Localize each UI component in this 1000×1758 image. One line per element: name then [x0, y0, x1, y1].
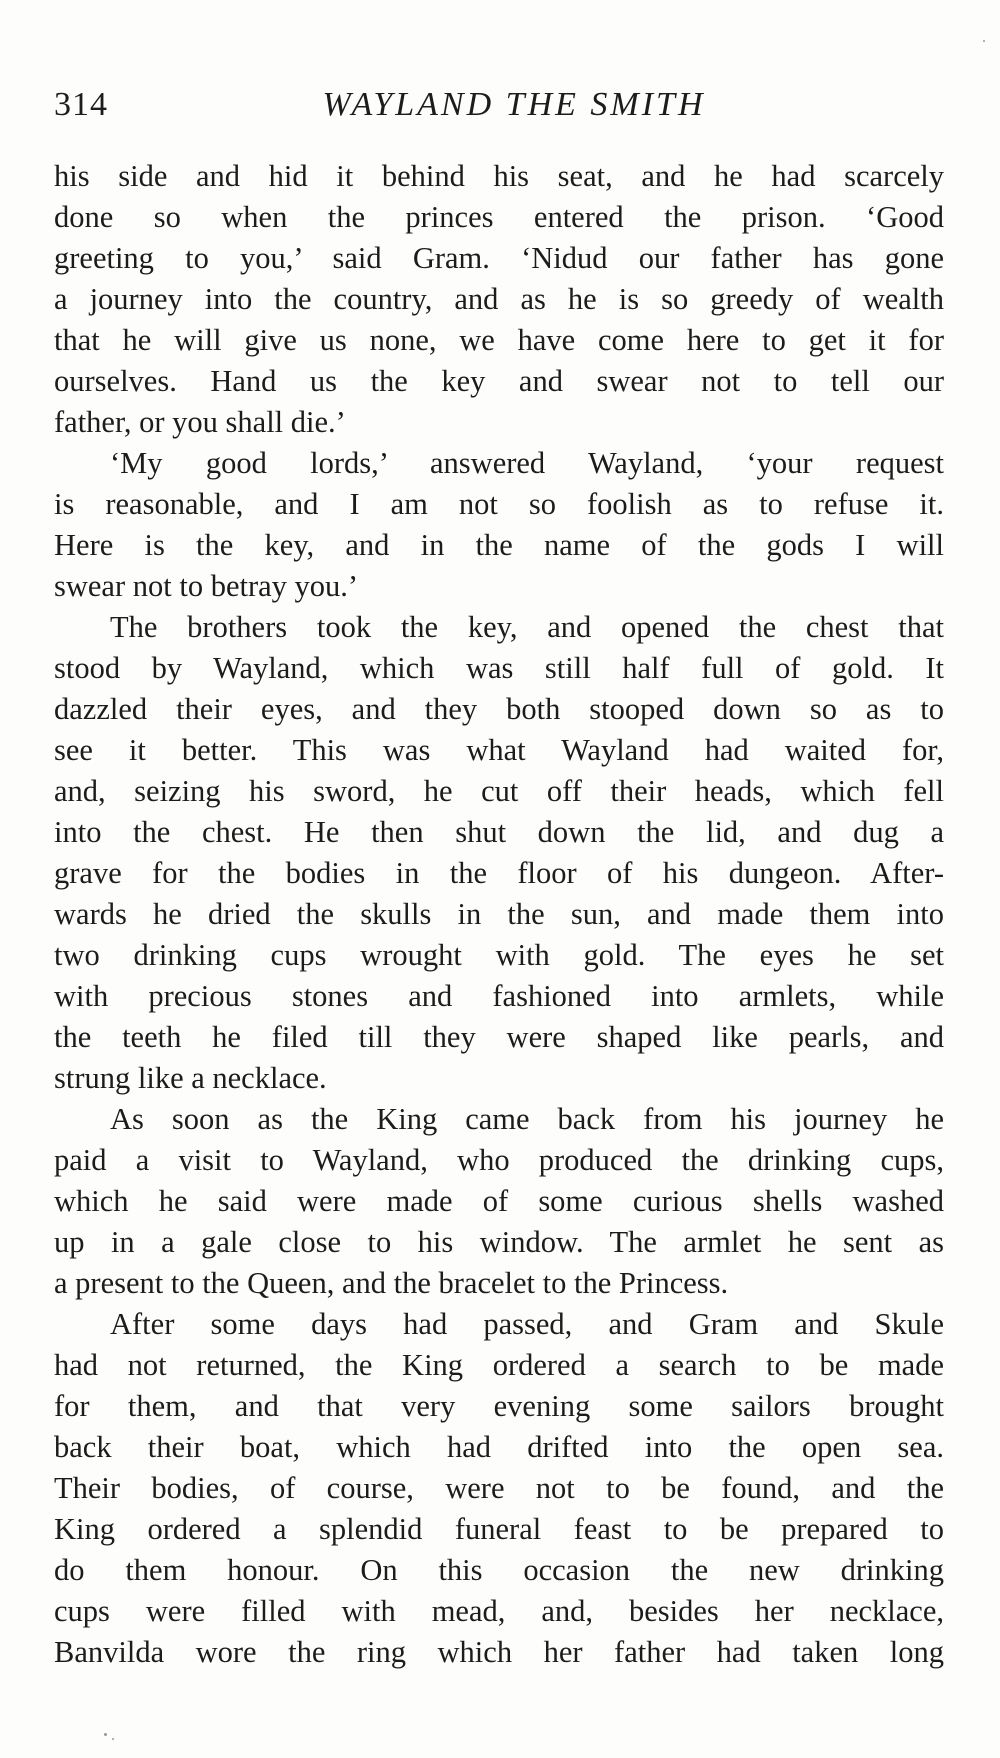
paragraph [54, 443, 944, 607]
body-text [54, 156, 944, 1673]
text-line: his side and hid it behind his seat, and he had scarcely [54, 159, 944, 193]
paper-speck [983, 40, 985, 42]
paragraph [54, 1304, 944, 1673]
text-line: for them, and that very evening some sailors brought [54, 1389, 944, 1423]
text-line: Their bodies, of course, were not to be found, and the [54, 1471, 944, 1505]
text-line: a present to the Queen, and the bracelet to the Princess. [54, 1266, 729, 1300]
text-line: father, or you shall die.’ [54, 405, 346, 439]
text-line: a journey into the country, and as he is so greedy of wealth [54, 282, 944, 316]
text-line: which he said were made of some curious shells washed [54, 1184, 944, 1218]
text-line: done so when the princes entered the prison. ‘Good [54, 200, 944, 234]
text-line: greeting to you,’ said Gram. ‘Nidud our father has gone [54, 241, 944, 275]
text-line: King ordered a splendid funeral feast to be prepared to [54, 1512, 944, 1546]
text-line: cups were filled with mead, and, besides her necklace, [54, 1594, 944, 1628]
text-line: strung like a necklace. [54, 1061, 327, 1095]
text-line: with precious stones and fashioned into armlets, while [54, 979, 944, 1013]
text-line: that he will give us none, we have come here to get it for [54, 323, 944, 357]
text-line: back their boat, which had drifted into the open sea. [54, 1430, 944, 1464]
text-line: Banvilda wore the ring which her father had taken long [54, 1635, 944, 1669]
paragraph [54, 607, 944, 1099]
text-line: into the chest. He then shut down the lid, and dug a [54, 815, 944, 849]
running-header [54, 80, 944, 130]
text-line: stood by Wayland, which was still half full of gold. It [54, 651, 944, 685]
text-line: As soon as the King came back from his journey he [110, 1102, 944, 1136]
paper-speck [104, 1733, 107, 1736]
text-line: Here is the key, and in the name of the gods I will [54, 528, 944, 562]
text-line: up in a gale close to his window. The armlet he sent as [54, 1225, 944, 1259]
text-line: swear not to betray you.’ [54, 569, 359, 603]
text-line: had not returned, the King ordered a search to be made [54, 1348, 944, 1382]
text-line: The brothers took the key, and opened the chest that [110, 610, 944, 644]
running-title: WAYLAND THE SMITH [322, 86, 706, 123]
text-line: After some days had passed, and Gram and Skule [110, 1307, 944, 1341]
page-number: 314 [54, 86, 108, 123]
paragraph [54, 1099, 944, 1304]
text-line: dazzled their eyes, and they both stooped down so as to [54, 692, 944, 726]
text-line: two drinking cups wrought with gold. The eyes he set [54, 938, 944, 972]
text-line: the teeth he filed till they were shaped like pearls, and [54, 1020, 944, 1054]
paper-speck [112, 1738, 114, 1740]
text-line: see it better. This was what Wayland had waited for, [54, 733, 944, 767]
paragraph [54, 156, 944, 443]
text-line: grave for the bodies in the floor of his dungeon. After- [54, 856, 944, 890]
text-line: and, seizing his sword, he cut off their heads, which fell [54, 774, 944, 808]
text-line: ourselves. Hand us the key and swear not to tell our [54, 364, 944, 398]
text-line: do them honour. On this occasion the new drinking [54, 1553, 944, 1587]
text-line: paid a visit to Wayland, who produced the drinking cups, [54, 1143, 944, 1177]
text-line: wards he dried the skulls in the sun, and made them into [54, 897, 944, 931]
text-line: is reasonable, and I am not so foolish as to refuse it. [54, 487, 944, 521]
text-line: ‘My good lords,’ answered Wayland, ‘your request [110, 446, 944, 480]
